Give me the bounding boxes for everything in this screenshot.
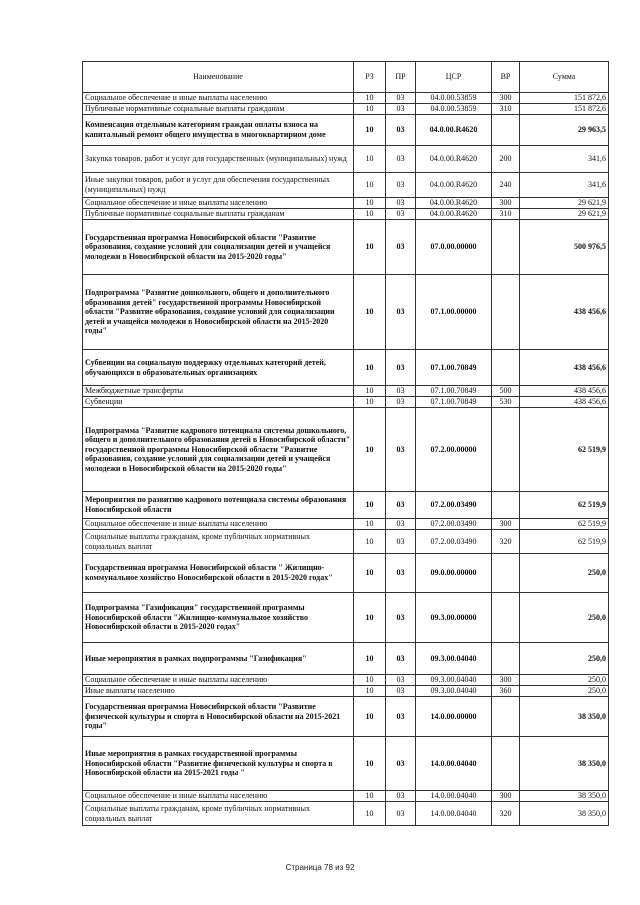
cell-csr: 04.0.00.R4620 [416, 115, 492, 146]
table-row [83, 198, 609, 209]
cell-csr: 07.0.00.00000 [416, 220, 492, 275]
table-row [83, 408, 609, 492]
cell-vr: 300 [492, 519, 520, 530]
cell-name: Компенсация отдельным категориям граждан оплаты взноса на капитальный ремонт общего имущества в многоквартирном доме [83, 115, 354, 146]
cell-rz: 10 [354, 173, 386, 198]
cell-csr: 07.1.00.70849 [416, 386, 492, 397]
cell-rz: 10 [354, 737, 386, 791]
cell-sum: 250,0 [520, 686, 609, 697]
cell-pr: 03 [386, 386, 416, 397]
cell-pr: 03 [386, 791, 416, 802]
cell-pr: 03 [386, 209, 416, 220]
table-row [83, 697, 609, 737]
cell-pr: 03 [386, 275, 416, 350]
cell-vr: 320 [492, 530, 520, 554]
table-row [83, 554, 609, 593]
cell-sum: 29 621,9 [520, 209, 609, 220]
cell-rz: 10 [354, 275, 386, 350]
cell-vr [492, 643, 520, 675]
cell-name: Социальные выплаты гражданам, кроме публичных нормативных социальных выплат [83, 802, 354, 826]
cell-pr: 03 [386, 104, 416, 115]
cell-csr: 04.0.00.53859 [416, 93, 492, 104]
table-row [83, 519, 609, 530]
cell-rz: 10 [354, 386, 386, 397]
cell-name: Межбюджетные трансферты [83, 386, 354, 397]
cell-pr: 03 [386, 675, 416, 686]
table-row [83, 530, 609, 554]
cell-rz: 10 [354, 802, 386, 826]
cell-pr: 03 [386, 350, 416, 386]
cell-rz: 10 [354, 93, 386, 104]
cell-csr: 09.3.00.04040 [416, 643, 492, 675]
cell-csr: 07.1.00.70849 [416, 350, 492, 386]
cell-csr: 07.2.00.03490 [416, 492, 492, 519]
cell-name: Закупка товаров, работ и услуг для государственных (муниципальных) нужд [83, 146, 354, 173]
cell-sum: 250,0 [520, 643, 609, 675]
table-row [83, 350, 609, 386]
cell-csr: 07.2.00.03490 [416, 519, 492, 530]
cell-vr: 300 [492, 791, 520, 802]
cell-sum: 341,6 [520, 146, 609, 173]
cell-pr: 03 [386, 198, 416, 209]
header-name: Наименование [83, 62, 354, 93]
table-body [83, 93, 609, 826]
cell-name: Государственная программа Новосибирской области " Жилищно-коммунальное хозяйство Новосибирской области в 2015-2020 годах" [83, 554, 354, 593]
budget-table [82, 61, 609, 826]
cell-rz: 10 [354, 350, 386, 386]
table-row [83, 593, 609, 643]
cell-rz: 10 [354, 209, 386, 220]
table-row [83, 104, 609, 115]
cell-csr: 09.3.00.04040 [416, 675, 492, 686]
cell-csr: 07.1.00.00000 [416, 275, 492, 350]
cell-pr: 03 [386, 697, 416, 737]
cell-name: Публичные нормативные социальные выплаты гражданам [83, 209, 354, 220]
table-row [83, 209, 609, 220]
cell-pr: 03 [386, 737, 416, 791]
table-row [83, 802, 609, 826]
cell-name: Государственная программа Новосибирской области "Развитие образования, создание условий для социализации детей и учащейся молодежи в Новосибирской области на 2015-2020 годы" [83, 220, 354, 275]
cell-sum: 29 963,5 [520, 115, 609, 146]
table-row [83, 146, 609, 173]
table-row [83, 675, 609, 686]
cell-name: Подпрограмма "Развитие кадрового потенциала системы дошкольного, общего и дополнительного образования детей в Новосибирской области" государственной программы Новосибирской области "Развитие образования, создание условий для социализации детей и учащейся молодежи в Новосибирской области на 2015-2020 годы" [83, 408, 354, 492]
cell-csr: 04.0.00.R4620 [416, 198, 492, 209]
cell-vr [492, 593, 520, 643]
cell-name: Социальное обеспечение и иные выплаты населению [83, 519, 354, 530]
cell-rz: 10 [354, 198, 386, 209]
cell-name: Социальное обеспечение и иные выплаты населению [83, 675, 354, 686]
cell-sum: 62 519,9 [520, 519, 609, 530]
cell-csr: 09.3.00.04040 [416, 686, 492, 697]
cell-csr: 14.0.00.04040 [416, 737, 492, 791]
cell-rz: 10 [354, 519, 386, 530]
cell-csr: 14.0.00.04040 [416, 802, 492, 826]
cell-pr: 03 [386, 173, 416, 198]
cell-pr: 03 [386, 492, 416, 519]
cell-csr: 04.0.00.53859 [416, 104, 492, 115]
cell-csr: 04.0.00.R4620 [416, 209, 492, 220]
cell-pr: 03 [386, 397, 416, 408]
table-header-row [83, 62, 609, 93]
cell-rz: 10 [354, 675, 386, 686]
cell-sum: 151 872,6 [520, 104, 609, 115]
cell-sum: 38 350,0 [520, 697, 609, 737]
cell-sum: 151 872,6 [520, 93, 609, 104]
cell-rz: 10 [354, 408, 386, 492]
cell-name: Иные мероприятия в рамках подпрограммы "Газификация" [83, 643, 354, 675]
cell-sum: 438 456,6 [520, 386, 609, 397]
cell-sum: 438 456,6 [520, 350, 609, 386]
cell-pr: 03 [386, 93, 416, 104]
cell-name: Публичные нормативные социальные выплаты гражданам [83, 104, 354, 115]
cell-vr: 300 [492, 675, 520, 686]
cell-sum: 38 350,0 [520, 802, 609, 826]
cell-name: Мероприятия по развитию кадрового потенциала системы образования Новосибирской области [83, 492, 354, 519]
header-vr: ВР [492, 62, 520, 93]
cell-rz: 10 [354, 492, 386, 519]
cell-name: Иные выплаты населению [83, 686, 354, 697]
table-row [83, 93, 609, 104]
cell-rz: 10 [354, 593, 386, 643]
cell-sum: 250,0 [520, 554, 609, 593]
cell-name: Государственная программа Новосибирской области "Развитие физической культуры и спорта в Новосибирской области на 2015-2021 годы" [83, 697, 354, 737]
table-row [83, 386, 609, 397]
cell-name: Подпрограмма "Развитие дошкольного, общего и дополнительного образования детей" государственной программы Новосибирской области "Развитие образования, создание условий для социализации детей и учащейся молодежи в Новосибирской области на 2015-2020 годы" [83, 275, 354, 350]
table-row [83, 791, 609, 802]
cell-rz: 10 [354, 104, 386, 115]
cell-pr: 03 [386, 554, 416, 593]
cell-rz: 10 [354, 791, 386, 802]
cell-vr [492, 737, 520, 791]
cell-vr [492, 697, 520, 737]
table-row [83, 220, 609, 275]
table-row [83, 397, 609, 408]
cell-vr: 200 [492, 146, 520, 173]
cell-vr: 310 [492, 104, 520, 115]
cell-vr: 320 [492, 802, 520, 826]
cell-name: Социальное обеспечение и иные выплаты населению [83, 198, 354, 209]
header-pr: ПР [386, 62, 416, 93]
cell-vr [492, 350, 520, 386]
cell-csr: 07.1.00.70849 [416, 397, 492, 408]
cell-vr [492, 408, 520, 492]
cell-name: Иные закупки товаров, работ и услуг для обеспечения государственных (муниципальных) нужд [83, 173, 354, 198]
cell-vr: 240 [492, 173, 520, 198]
table-row [83, 686, 609, 697]
table-row [83, 643, 609, 675]
cell-vr: 300 [492, 198, 520, 209]
cell-pr: 03 [386, 593, 416, 643]
cell-name: Подпрограмма "Газификация" государственной программы Новосибирской области "Жилищно-коммунальное хозяйство Новосибирской области в 2015-2020 годах" [83, 593, 354, 643]
cell-pr: 03 [386, 802, 416, 826]
table-row [83, 115, 609, 146]
cell-name: Субвенции [83, 397, 354, 408]
cell-csr: 04.0.00.R4620 [416, 146, 492, 173]
cell-pr: 03 [386, 643, 416, 675]
cell-sum: 38 350,0 [520, 791, 609, 802]
cell-sum: 341,6 [520, 173, 609, 198]
header-rz: РЗ [354, 62, 386, 93]
cell-csr: 07.2.00.00000 [416, 408, 492, 492]
cell-vr [492, 492, 520, 519]
cell-sum: 500 976,5 [520, 220, 609, 275]
cell-sum: 62 519,9 [520, 492, 609, 519]
cell-name: Социальные выплаты гражданам, кроме публичных нормативных социальных выплат [83, 530, 354, 554]
cell-sum: 438 456,6 [520, 275, 609, 350]
cell-name: Социальное обеспечение и иные выплаты населению [83, 93, 354, 104]
table-row [83, 173, 609, 198]
cell-vr: 300 [492, 93, 520, 104]
cell-csr: 14.0.00.00000 [416, 697, 492, 737]
cell-vr [492, 275, 520, 350]
cell-rz: 10 [354, 554, 386, 593]
cell-name: Социальное обеспечение и иные выплаты населению [83, 791, 354, 802]
page-number: Страница 78 из 92 [285, 863, 355, 872]
cell-csr: 09.3.00.00000 [416, 593, 492, 643]
cell-name: Иные мероприятия в рамках государственной программы Новосибирской области "Развитие физической культуры и спорта в Новосибирской области на 2015-2021 годы " [83, 737, 354, 791]
cell-pr: 03 [386, 146, 416, 173]
cell-rz: 10 [354, 397, 386, 408]
cell-pr: 03 [386, 530, 416, 554]
cell-csr: 14.0.00.04040 [416, 791, 492, 802]
cell-vr: 530 [492, 397, 520, 408]
cell-rz: 10 [354, 697, 386, 737]
cell-rz: 10 [354, 220, 386, 275]
cell-rz: 10 [354, 686, 386, 697]
cell-sum: 38 350,0 [520, 737, 609, 791]
cell-sum: 62 519,9 [520, 530, 609, 554]
cell-pr: 03 [386, 220, 416, 275]
cell-csr: 07.2.00.03490 [416, 530, 492, 554]
cell-vr: 500 [492, 386, 520, 397]
cell-csr: 09.0.00.00000 [416, 554, 492, 593]
cell-vr [492, 115, 520, 146]
cell-sum: 250,0 [520, 593, 609, 643]
cell-name: Субвенции на социальную поддержку отдельных категорий детей, обучающихся в образовательных организациях [83, 350, 354, 386]
table-row [83, 492, 609, 519]
cell-pr: 03 [386, 519, 416, 530]
cell-sum: 29 621,9 [520, 198, 609, 209]
table-row [83, 275, 609, 350]
cell-rz: 10 [354, 115, 386, 146]
header-sum: Сумма [520, 62, 609, 93]
cell-pr: 03 [386, 408, 416, 492]
cell-rz: 10 [354, 530, 386, 554]
cell-vr [492, 220, 520, 275]
cell-sum: 250,0 [520, 675, 609, 686]
cell-sum: 62 519,9 [520, 408, 609, 492]
cell-csr: 04.0.00.R4620 [416, 173, 492, 198]
cell-rz: 10 [354, 643, 386, 675]
cell-rz: 10 [354, 146, 386, 173]
cell-vr: 310 [492, 209, 520, 220]
cell-sum: 438 456,6 [520, 397, 609, 408]
cell-pr: 03 [386, 686, 416, 697]
table-row [83, 737, 609, 791]
cell-vr [492, 554, 520, 593]
cell-pr: 03 [386, 115, 416, 146]
header-csr: ЦСР [416, 62, 492, 93]
cell-vr: 360 [492, 686, 520, 697]
